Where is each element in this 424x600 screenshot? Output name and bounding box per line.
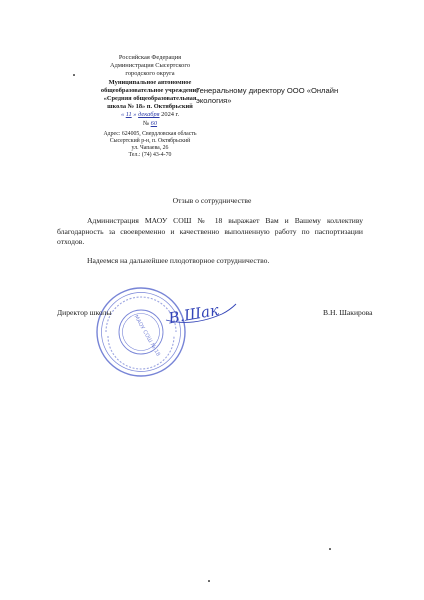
address-line-2: Сысертский р-н, п. Октябрьский [109, 138, 191, 144]
signature-role: Директор школы [57, 308, 112, 317]
date-day: 11 [125, 111, 132, 118]
letter-paragraph-2: Надеемся на дальнейшее плодотворное сотрудничество. [87, 256, 270, 265]
recipient: Генеральному директору ООО «Онлайн экология» [196, 86, 339, 105]
date-open-quote: « [120, 111, 125, 118]
header-district: городского округа [125, 70, 175, 77]
header-country: Российская Федерация [118, 54, 182, 61]
header-administration: Администрация Сысертского [109, 62, 191, 69]
header-number [66, 120, 234, 129]
scan-speck [208, 580, 210, 582]
header-school-name-2: школа № 18» п. Октябрьский [107, 103, 193, 110]
address-line-1: Адрес: 624005, Свердловская область [103, 131, 197, 137]
seal-center-text: МАОУ СОШ № 18 [132, 314, 161, 358]
address-line-3: ул. Чапаева, 26 [131, 145, 169, 151]
date-close-quote: » [133, 111, 137, 118]
header-school-name: «Средняя общеобразовательная [103, 95, 197, 102]
number-prefix: № [142, 120, 150, 127]
date-year: 2024 г. [161, 111, 180, 118]
header-date [66, 111, 234, 120]
header-org-type-2: общеобразовательное учреждение [100, 87, 200, 94]
phone-line: Тел.: (74) 43-4-70 [128, 152, 172, 158]
letter-title: Отзыв о сотрудничестве [172, 196, 252, 205]
date-month: декабря [138, 111, 160, 118]
header-org-type: Муниципальное автономное [108, 79, 192, 86]
scan-speck [329, 548, 331, 550]
signature-name: В.Н. Шакирова [323, 308, 373, 317]
number-value: 60 [150, 120, 158, 127]
letter-paragraph-1: Администрация МАОУ СОШ № 18 выражает Вам и Вашему коллективу благодарность за своевременно и качественно выполненную работу по паспортизации отходов. [57, 216, 363, 246]
handwritten-signature [162, 294, 240, 330]
scan-speck [73, 74, 75, 76]
signature-scribble: В.Шак [167, 300, 221, 328]
